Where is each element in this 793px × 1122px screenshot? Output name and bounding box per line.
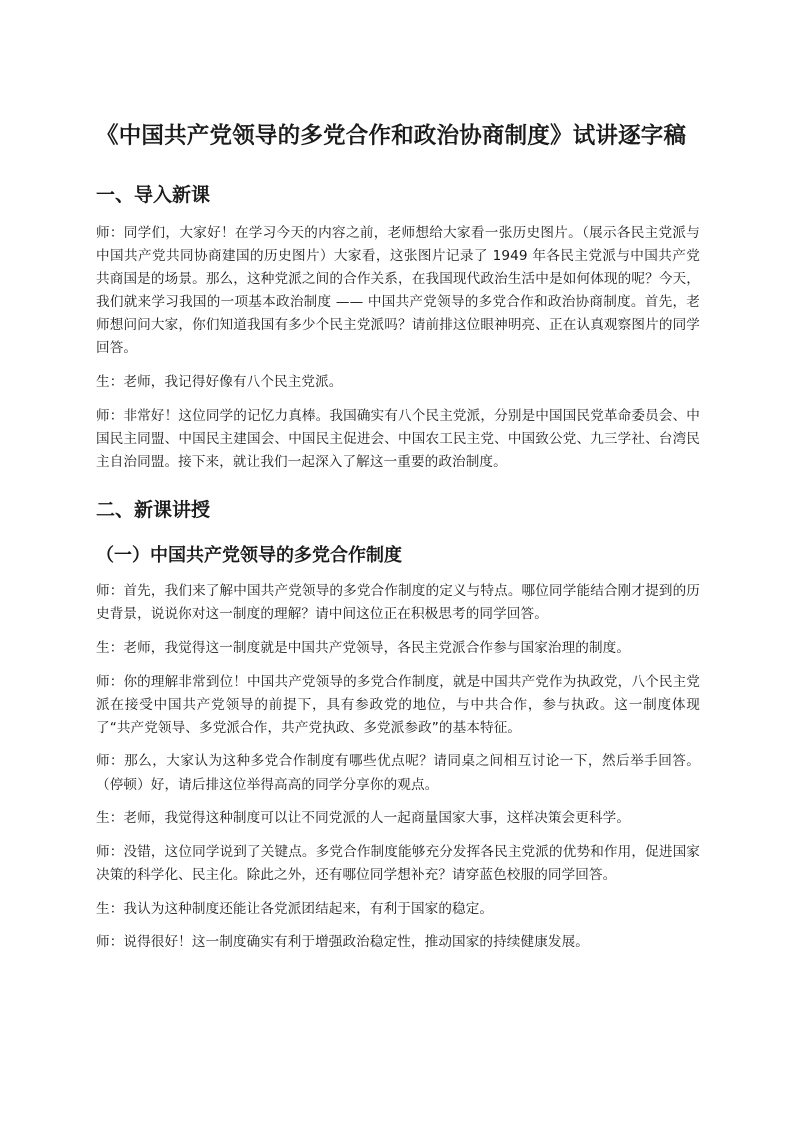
paragraph: 生：我认为这种制度还能让各党派团结起来，有利于国家的稳定。: [96, 900, 494, 917]
paragraph: 师：首先，我们来了解中国共产党领导的多党合作制度的定义与特点。哪位同学能结合刚才提到的历史背景，说说你对这一制度的理解？请中间这位正在积极思考的同学回答。: [96, 583, 700, 623]
paragraph: 师：非常好！这位同学的记忆力真棒。我国确实有八个民主党派，分别是中国国民党革命委员会、中国民主同盟、中国民主建国会、中国民主促进会、中国农工民主党、中国致公党、九三学社、台湾民主自治同盟。接下来，就让我们一起深入了解这一重要的政治制度。: [96, 407, 700, 471]
paragraph: 师：你的理解非常到位！中国共产党领导的多党合作制度，就是中国共产党作为执政党，八个民主党派在接受中国共产党领导的前提下，具有参政党的地位，与中共合作，参与执政。这一制度体现了“共产党领导、多党派合作，共产党执政、多党派参政”的基本特征。: [96, 673, 700, 736]
paragraph: 师：说得很好！这一制度确实有利于增强政治稳定性，推动国家的持续健康发展。: [96, 934, 589, 951]
paragraph: 生：老师，我记得好像有八个民主党派。: [96, 374, 343, 391]
document-page: [96, 118, 700, 965]
paragraph: 生：老师，我觉得这一制度就是中国共产党领导，各民主党派合作参与国家治理的制度。: [96, 639, 631, 656]
paragraph: 师：那么，大家认为这种多党合作制度有哪些优点呢？请同桌之间相互讨论一下，然后举手回答。（停顿）好，请后排这位举得高高的同学分享你的观点。: [96, 753, 700, 793]
subsection-heading-multiparty: （一）中国共产党领导的多党合作制度: [96, 545, 402, 567]
paragraph: 生：老师，我觉得这种制度可以让不同党派的人一起商量国家大事，这样决策会更科学。: [96, 810, 631, 827]
section-heading-new-lesson: 二、新课讲授: [96, 499, 211, 522]
section-heading-intro: 一、导入新课: [96, 184, 211, 206]
paragraph: 师：同学们，大家好！在学习今天的内容之前，老师想给大家看一张历史图片。（展示各民主党派与中国共产党共同协商建国的历史图片）大家看，这张图片记录了 1949 年各民主党派与中国共产党共商国是的场景。那么，这种党派之间的合作关系，在我国现代政治生活中是如何体现的呢？今天，我们就来学习我国的一项基本政治制度 —— 中国共产党领导的多党合作和政治协商制度。首先，老师想问问大家，你们知道我国有多少个民主党派吗？请前排这位眼神明亮、正在认真观察图片的同学回答。: [96, 225, 700, 357]
document-title: 《中国共产党领导的多党合作和政治协商制度》试讲逐字稿: [96, 123, 687, 149]
paragraph: 师：没错，这位同学说到了关键点。多党合作制度能够充分发挥各民主党派的优势和作用，促进国家决策的科学化、民主化。除此之外，还有哪位同学想补充？请穿蓝色校服的同学回答。: [96, 843, 700, 884]
